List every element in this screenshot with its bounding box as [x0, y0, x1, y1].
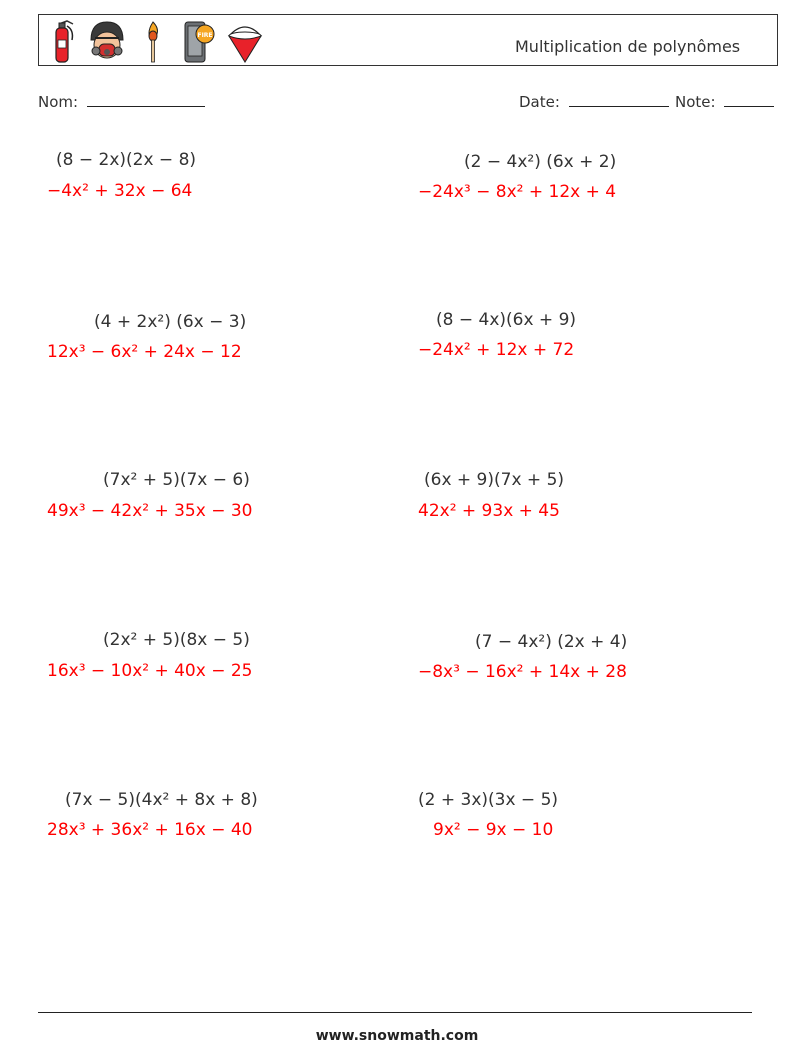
- answer-1: −4x² + 32x − 64: [47, 181, 193, 201]
- date-label: Date:: [519, 93, 560, 111]
- answer-9: 28x³ + 36x² + 16x − 40: [47, 820, 253, 840]
- note-blank-line[interactable]: [724, 92, 774, 107]
- answer-8: −8x³ − 16x² + 14x + 28: [418, 662, 627, 682]
- problem-9: (7x − 5)(4x² + 8x + 8): [65, 790, 258, 810]
- footer-divider: [38, 1012, 752, 1013]
- svg-text:FIRE: FIRE: [197, 32, 213, 39]
- footer-website[interactable]: www.snowmath.com: [315, 1028, 479, 1044]
- worksheet-title: Multiplication de polynômes: [515, 37, 741, 56]
- problem-5: (7x² + 5)(7x − 6): [103, 470, 250, 490]
- answer-2: −24x³ − 8x² + 12x + 4: [418, 182, 617, 202]
- note-label: Note:: [675, 93, 716, 111]
- worksheet-header: [38, 14, 778, 66]
- problem-6: (6x + 9)(7x + 5): [424, 470, 565, 490]
- match-icon: [141, 18, 165, 64]
- problem-7: (2x² + 5)(8x − 5): [103, 630, 250, 650]
- firefighter-gas-mask-icon: [87, 18, 127, 64]
- answer-7: 16x³ − 10x² + 40x − 25: [47, 661, 253, 681]
- answer-4: −24x² + 12x + 72: [418, 340, 575, 360]
- date-blank-line[interactable]: [569, 92, 669, 107]
- problem-4: (8 − 4x)(6x + 9): [436, 310, 577, 330]
- fire-bucket-icon: [225, 18, 265, 64]
- problem-2: (2 − 4x²) (6x + 2): [464, 152, 617, 172]
- fire-extinguisher-icon: [47, 18, 77, 64]
- problem-8: (7 − 4x²) (2x + 4): [475, 632, 628, 652]
- fire-alarm-phone-icon: [181, 18, 215, 64]
- answer-3: 12x³ − 6x² + 24x − 12: [47, 342, 242, 362]
- date-field[interactable]: [519, 92, 669, 111]
- answer-5: 49x³ − 42x² + 35x − 30: [47, 501, 253, 521]
- problem-10: (2 + 3x)(3x − 5): [418, 790, 559, 810]
- problem-1: (8 − 2x)(2x − 8): [56, 150, 197, 170]
- name-blank-line[interactable]: [87, 92, 205, 107]
- name-label: Nom:: [38, 93, 79, 111]
- answer-6: 42x² + 93x + 45: [418, 501, 560, 521]
- answer-10: 9x² − 9x − 10: [433, 820, 554, 840]
- note-field[interactable]: [675, 92, 774, 111]
- name-field[interactable]: [38, 92, 205, 111]
- problem-3: (4 + 2x²) (6x − 3): [94, 312, 247, 332]
